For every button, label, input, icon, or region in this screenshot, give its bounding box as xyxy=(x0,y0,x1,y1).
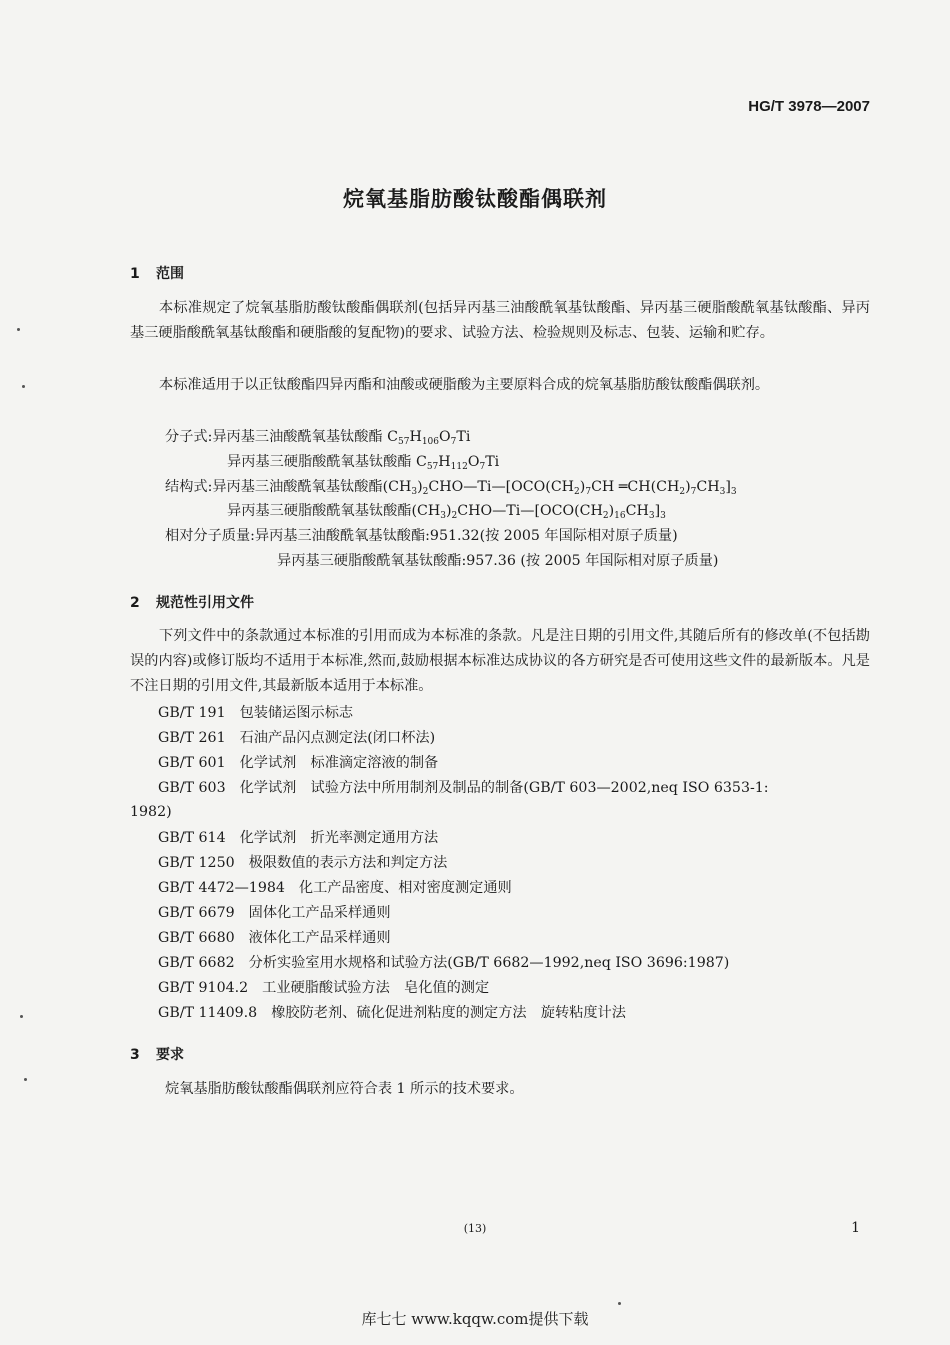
reference-code: GB/T 603 xyxy=(158,780,226,796)
requirements-paragraph: 烷氧基脂肪酸钛酸酯偶联剂应符合表 1 所示的技术要求。 xyxy=(165,1081,524,1097)
reference-title: 液体化工产品采样通则 xyxy=(248,930,391,946)
scan-speck xyxy=(22,385,25,388)
section-number: 2 xyxy=(130,595,140,611)
reference-title: 包装储运图示标志 xyxy=(239,705,354,721)
reference-code: GB/T 601 xyxy=(158,755,226,771)
reference-item xyxy=(158,728,435,748)
formula-2-name: 异丙基三硬脂酸酰氧基钛酸酯 xyxy=(227,454,412,470)
section-title: 规范性引用文件 xyxy=(156,595,254,611)
section-title: 范围 xyxy=(156,266,184,282)
molecular-mass-line-2: 异丙基三硬脂酸酰氧基钛酸酯:957.36 (按 2005 年国际相对原子质量) xyxy=(277,553,719,569)
scope-paragraph-2: 本标准适用于以正钛酸酯四异丙酯和油酸或硬脂酸为主要原料合成的烷氧基脂肪酸钛酸酯偶联剂。 xyxy=(159,377,770,393)
formula-line-1: 分子式:异丙基三油酸酰氧基钛酸酯 $C_{57}H_{106}O_7Ti$ xyxy=(165,429,471,447)
reference-title: 化学试剂 折光率测定通用方法 xyxy=(239,830,439,846)
scan-speck xyxy=(618,1302,621,1305)
footer-page-label: (13) xyxy=(463,1222,487,1235)
reference-title: 橡胶防老剂、硫化促进剂粘度的测定方法 旋转粘度计法 xyxy=(271,1005,626,1021)
reference-item xyxy=(158,853,447,873)
reference-code: GB/T 11409.8 xyxy=(158,1005,258,1021)
structure-1-name: 异丙基三油酸酰氧基钛酸酯 xyxy=(212,479,383,495)
section-title: 要求 xyxy=(156,1047,184,1063)
reference-continuation: 1982) xyxy=(130,804,172,820)
scope-paragraph-1: 本标准规定了烷氧基脂肪酸钛酸酯偶联剂(包括异丙基三油酸酰氧基钛酸酯、异丙基三硬脂酸酰氧基钛酸酯、异丙基三硬脂酸酰氧基钛酸酯和硬脂酸的复配物)的要求、试验方法、检验规则及标志、包装、运输和贮存。 xyxy=(130,300,870,341)
reference-item xyxy=(158,978,489,998)
section-number: 3 xyxy=(130,1047,140,1063)
reference-item xyxy=(158,903,391,923)
reference-item xyxy=(158,928,391,948)
structure-line-1: 结构式:异丙基三油酸酰氧基钛酸酯$(CH_3)_2CHO—Ti—[OCO(CH_2)_7CH$ $═CH(CH_2)_7CH_3]_3$ xyxy=(165,479,737,497)
molecular-mass-1: 异丙基三油酸酰氧基钛酸酯:951.32(按 2005 年国际相对原子质量) xyxy=(254,528,678,544)
reference-title: 固体化工产品采样通则 xyxy=(248,905,391,921)
document-title: 烷氧基脂肪酸钛酸酯偶联剂 xyxy=(343,187,607,211)
reference-item xyxy=(158,953,729,973)
reference-code: GB/T 9104.2 xyxy=(158,980,249,996)
section-heading-requirements xyxy=(130,1044,184,1064)
structure-line-2: 异丙基三硬脂酸酰氧基钛酸酯$(CH_3)_2CHO—Ti—[OCO(CH_2)_{16}CH_3]_3$ xyxy=(227,503,666,521)
reference-title: 化学试剂 标准滴定溶液的制备 xyxy=(239,755,439,771)
reference-item xyxy=(158,703,353,723)
scan-speck xyxy=(17,328,20,331)
formula-line-2: 异丙基三硬脂酸酰氧基钛酸酯 $C_{57}H_{112}O_7Ti$ xyxy=(227,454,500,472)
scan-speck xyxy=(20,1015,23,1018)
formula-label: 分子式: xyxy=(165,429,213,445)
reference-title: 分析实验室用水规格和试验方法(GB/T 6682—1992,neq ISO 3696:1987) xyxy=(248,955,730,971)
footer-page-number: 1 xyxy=(851,1220,860,1236)
reference-item xyxy=(158,778,769,798)
structure-2-name: 异丙基三硬脂酸酰氧基钛酸酯 xyxy=(227,503,412,519)
section-number: 1 xyxy=(130,266,140,282)
molecular-mass-label: 相对分子质量: xyxy=(165,528,255,544)
section-heading-normative-references xyxy=(130,592,254,612)
reference-title: 极限数值的表示方法和判定方法 xyxy=(248,855,448,871)
formula-1-name: 异丙基三油酸酰氧基钛酸酯 xyxy=(212,429,383,445)
reference-code: GB/T 6682 xyxy=(158,955,235,971)
reference-item xyxy=(158,828,438,848)
standard-number: HG/T 3978—2007 xyxy=(748,98,870,115)
molecular-mass-line-1 xyxy=(165,526,678,546)
reference-code: GB/T 4472—1984 xyxy=(158,880,285,896)
reference-title: 化学试剂 试验方法中所用制剂及制品的制备(GB/T 603—2002,neq ISO 6353-1: xyxy=(239,780,769,796)
reference-code: GB/T 6680 xyxy=(158,930,235,946)
reference-code: GB/T 1250 xyxy=(158,855,235,871)
reference-item xyxy=(158,878,512,898)
reference-code: GB/T 261 xyxy=(158,730,226,746)
reference-title: 工业硬脂酸试验方法 皂化值的测定 xyxy=(262,980,490,996)
reference-item xyxy=(158,753,438,773)
reference-code: GB/T 6679 xyxy=(158,905,235,921)
reference-title: 石油产品闪点测定法(闭口杯法) xyxy=(239,730,436,746)
reference-code: GB/T 191 xyxy=(158,705,226,721)
download-watermark: 库七七 www.kqqw.com提供下载 xyxy=(361,1310,589,1328)
reference-item xyxy=(158,1003,626,1023)
section-heading-scope xyxy=(130,263,184,283)
reference-title: 化工产品密度、相对密度测定通则 xyxy=(298,880,512,896)
references-intro-paragraph: 下列文件中的条款通过本标准的引用而成为本标准的条款。凡是注日期的引用文件,其随后所有的修改单(不包括勘误的内容)或修订版均不适用于本标准,然而,鼓励根据本标准达成协议的各方研究是否可使用这些文件的最新版本。凡是不注日期的引用文件,其最新版本适用于本标准。 xyxy=(130,628,870,694)
scan-speck xyxy=(24,1078,27,1081)
structure-label: 结构式: xyxy=(165,479,213,495)
reference-code: GB/T 614 xyxy=(158,830,226,846)
